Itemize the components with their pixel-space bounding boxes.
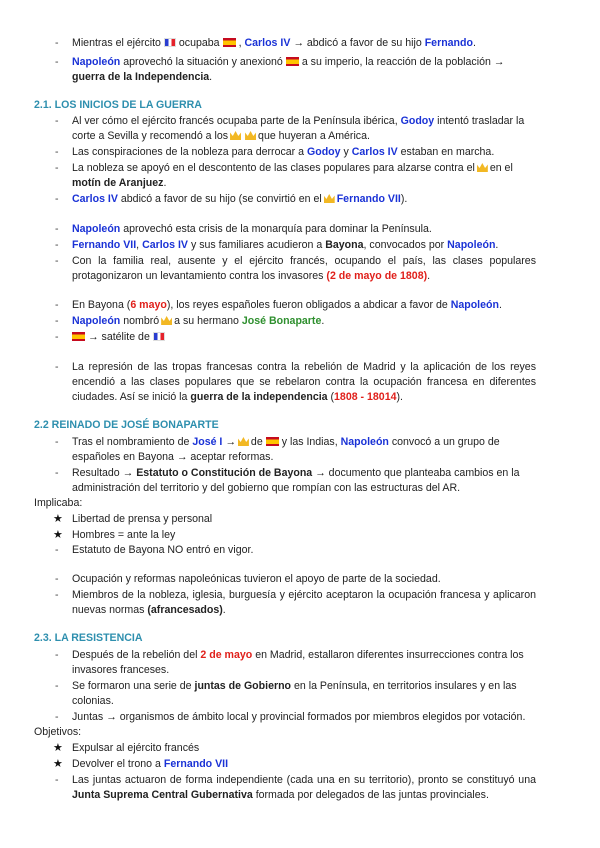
paragraph-line: protagonizaron un levantamiento contra los invasores (2 de mayo de 1808). [72, 270, 431, 282]
paragraph-line: La nobleza se apoyó en el descontento de las clases populares para alzarse contra el en el [72, 162, 513, 174]
bullet-dash: - [55, 573, 59, 585]
bullet-dash: - [55, 162, 59, 174]
spain-flag-icon [223, 38, 236, 47]
star-bullet-icon: ★ [53, 529, 63, 541]
bullet-dash: - [55, 223, 59, 235]
bullet-dash: - [55, 544, 59, 556]
france-flag-icon [164, 38, 176, 47]
paragraph-line: Las conspiraciones de la nobleza para derrocar a Godoy y Carlos IV estaban en marcha. [72, 146, 495, 158]
paragraph-line: Napoleón aprovechó esta crisis de la monarquía para dominar la Península. [72, 223, 432, 235]
crown-icon [230, 130, 241, 140]
bullet-dash: - [55, 361, 59, 373]
paragraph-line: La represión de las tropas francesas contra la rebelión de Madrid y la aplicación de los reyes [72, 361, 536, 373]
paragraph-line: guerra de la Independencia. [72, 71, 213, 83]
paragraph-line: españoles en Bayona → aceptar reformas. [72, 451, 274, 463]
bullet-dash: - [55, 239, 59, 251]
bullet-dash: - [55, 774, 59, 786]
star-bullet-icon: ★ [53, 513, 63, 525]
section-heading: 2.3. LA RESISTENCIA [34, 632, 143, 644]
paragraph-line: ciudades. Así se inició la guerra de la independencia (1808 - 18014). [72, 391, 403, 403]
bullet-dash: - [55, 255, 59, 267]
bullet-dash: - [55, 436, 59, 448]
bullet-dash: - [55, 37, 59, 49]
paragraph-line: → satélite de [72, 330, 536, 345]
paragraph-line: Ocupación y reformas napoleónicas tuvieron el apoyo de parte de la sociedad. [72, 573, 441, 585]
paragraph-line: Tras el nombramiento de José I → de y las Indias, Napoleón convocó a un grupo de [72, 436, 500, 448]
paragraph-line: administración del territorio y del gobierno que rompían con las estructuras del AR. [72, 482, 461, 494]
paragraph-line: Fernando VII, Carlos IV y sus familiares acudieron a Bayona, convocados por Napoleón. [72, 239, 499, 251]
spain-flag-icon [72, 332, 85, 341]
list-label: Objetivos: [34, 726, 82, 738]
bullet-dash: - [55, 56, 59, 68]
bullet-dash: - [55, 680, 59, 692]
bullet-dash: - [55, 331, 59, 343]
list-item: Expulsar al ejército francés [72, 742, 200, 754]
paragraph-line: Napoleón nombró a su hermano José Bonaparte. [72, 315, 325, 327]
paragraph-line: Carlos IV abdicó a favor de su hijo (se convirtió en el Fernando VII). [72, 193, 408, 205]
crown-icon [238, 436, 249, 446]
paragraph-line: Junta Suprema Central Gubernativa formada por delegados de las juntas provinciales. [72, 789, 489, 801]
list-label: Implicaba: [34, 497, 83, 509]
spain-flag-icon [266, 437, 279, 446]
star-bullet-icon: ★ [53, 758, 63, 770]
paragraph-line: Al ver cómo el ejército francés ocupaba parte de la Península ibérica, Godoy intentó trasladar la [72, 115, 525, 127]
star-bullet-icon: ★ [53, 742, 63, 754]
paragraph-line: encendió a las clases populares que se rebelaron contra la ocupación francesa en diferentes [72, 376, 536, 388]
bullet-dash: - [55, 146, 59, 158]
paragraph-line: Estatuto de Bayona NO entró en vigor. [72, 544, 254, 556]
bullet-dash: - [55, 589, 59, 601]
crown-icon [161, 315, 172, 325]
paragraph-line: invasores franceses. [72, 664, 170, 676]
paragraph-line: Se formaron una serie de juntas de Gobierno en la Península, en territorios insulares y en las [72, 680, 517, 692]
bullet-dash: - [55, 115, 59, 127]
france-flag-icon [153, 332, 165, 341]
bullet-dash: - [55, 649, 59, 661]
list-item: Devolver el trono a Fernando VII [72, 758, 229, 770]
paragraph-line: corte a Sevilla y recomendó a los que huyeran a América. [72, 130, 370, 142]
crown-icon [324, 193, 335, 203]
bullet-dash: - [55, 299, 59, 311]
section-heading: 2.2 REINADO DE JOSÉ BONAPARTE [34, 419, 219, 431]
paragraph-line: En Bayona (6 mayo), los reyes españoles fueron obligados a abdicar a favor de Napoleón. [72, 299, 502, 311]
paragraph-line: Miembros de la nobleza, iglesia, burguesía y ejército aceptaron la ocupación francesa y aplicaron [72, 589, 536, 601]
paragraph-line: colonias. [72, 695, 114, 707]
paragraph-line: Con la familia real, ausente y el ejército francés, ocupando el país, las clases populares [72, 255, 536, 267]
section-heading: 2.1. LOS INICIOS DE LA GUERRA [34, 99, 202, 111]
spain-flag-icon [286, 57, 299, 66]
list-item: Hombres = ante la ley [72, 529, 176, 541]
list-item: Libertad de prensa y personal [72, 513, 213, 525]
crown-icon [245, 130, 256, 140]
paragraph-line: Resultado → Estatuto o Constitución de Bayona → documento que planteaba cambios en la [72, 467, 520, 479]
paragraph-line: Después de la rebelión del 2 de mayo en Madrid, estallaron diferentes insurrecciones contra los [72, 649, 524, 661]
paragraph-line: nuevas normas (afrancesados). [72, 604, 226, 616]
bullet-dash: - [55, 467, 59, 479]
paragraph-line: Juntas → organismos de ámbito local y provincial formados por miembros elegidos por votación. [72, 711, 526, 723]
bullet-dash: - [55, 711, 59, 723]
crown-icon [477, 162, 488, 172]
paragraph-line: Las juntas actuaron de forma independiente (cada una en su territorio), pronto se constituyó una [72, 774, 536, 786]
paragraph-line: Napoleón aprovechó la situación y anexionó a su imperio, la reacción de la población → [72, 56, 505, 68]
bullet-dash: - [55, 193, 59, 205]
bullet-dash: - [55, 315, 59, 327]
paragraph-line: Mientras el ejército ocupaba , Carlos IV → abdicó a favor de su hijo Fernando. [72, 37, 476, 49]
paragraph-line: motín de Aranjuez. [72, 177, 167, 189]
